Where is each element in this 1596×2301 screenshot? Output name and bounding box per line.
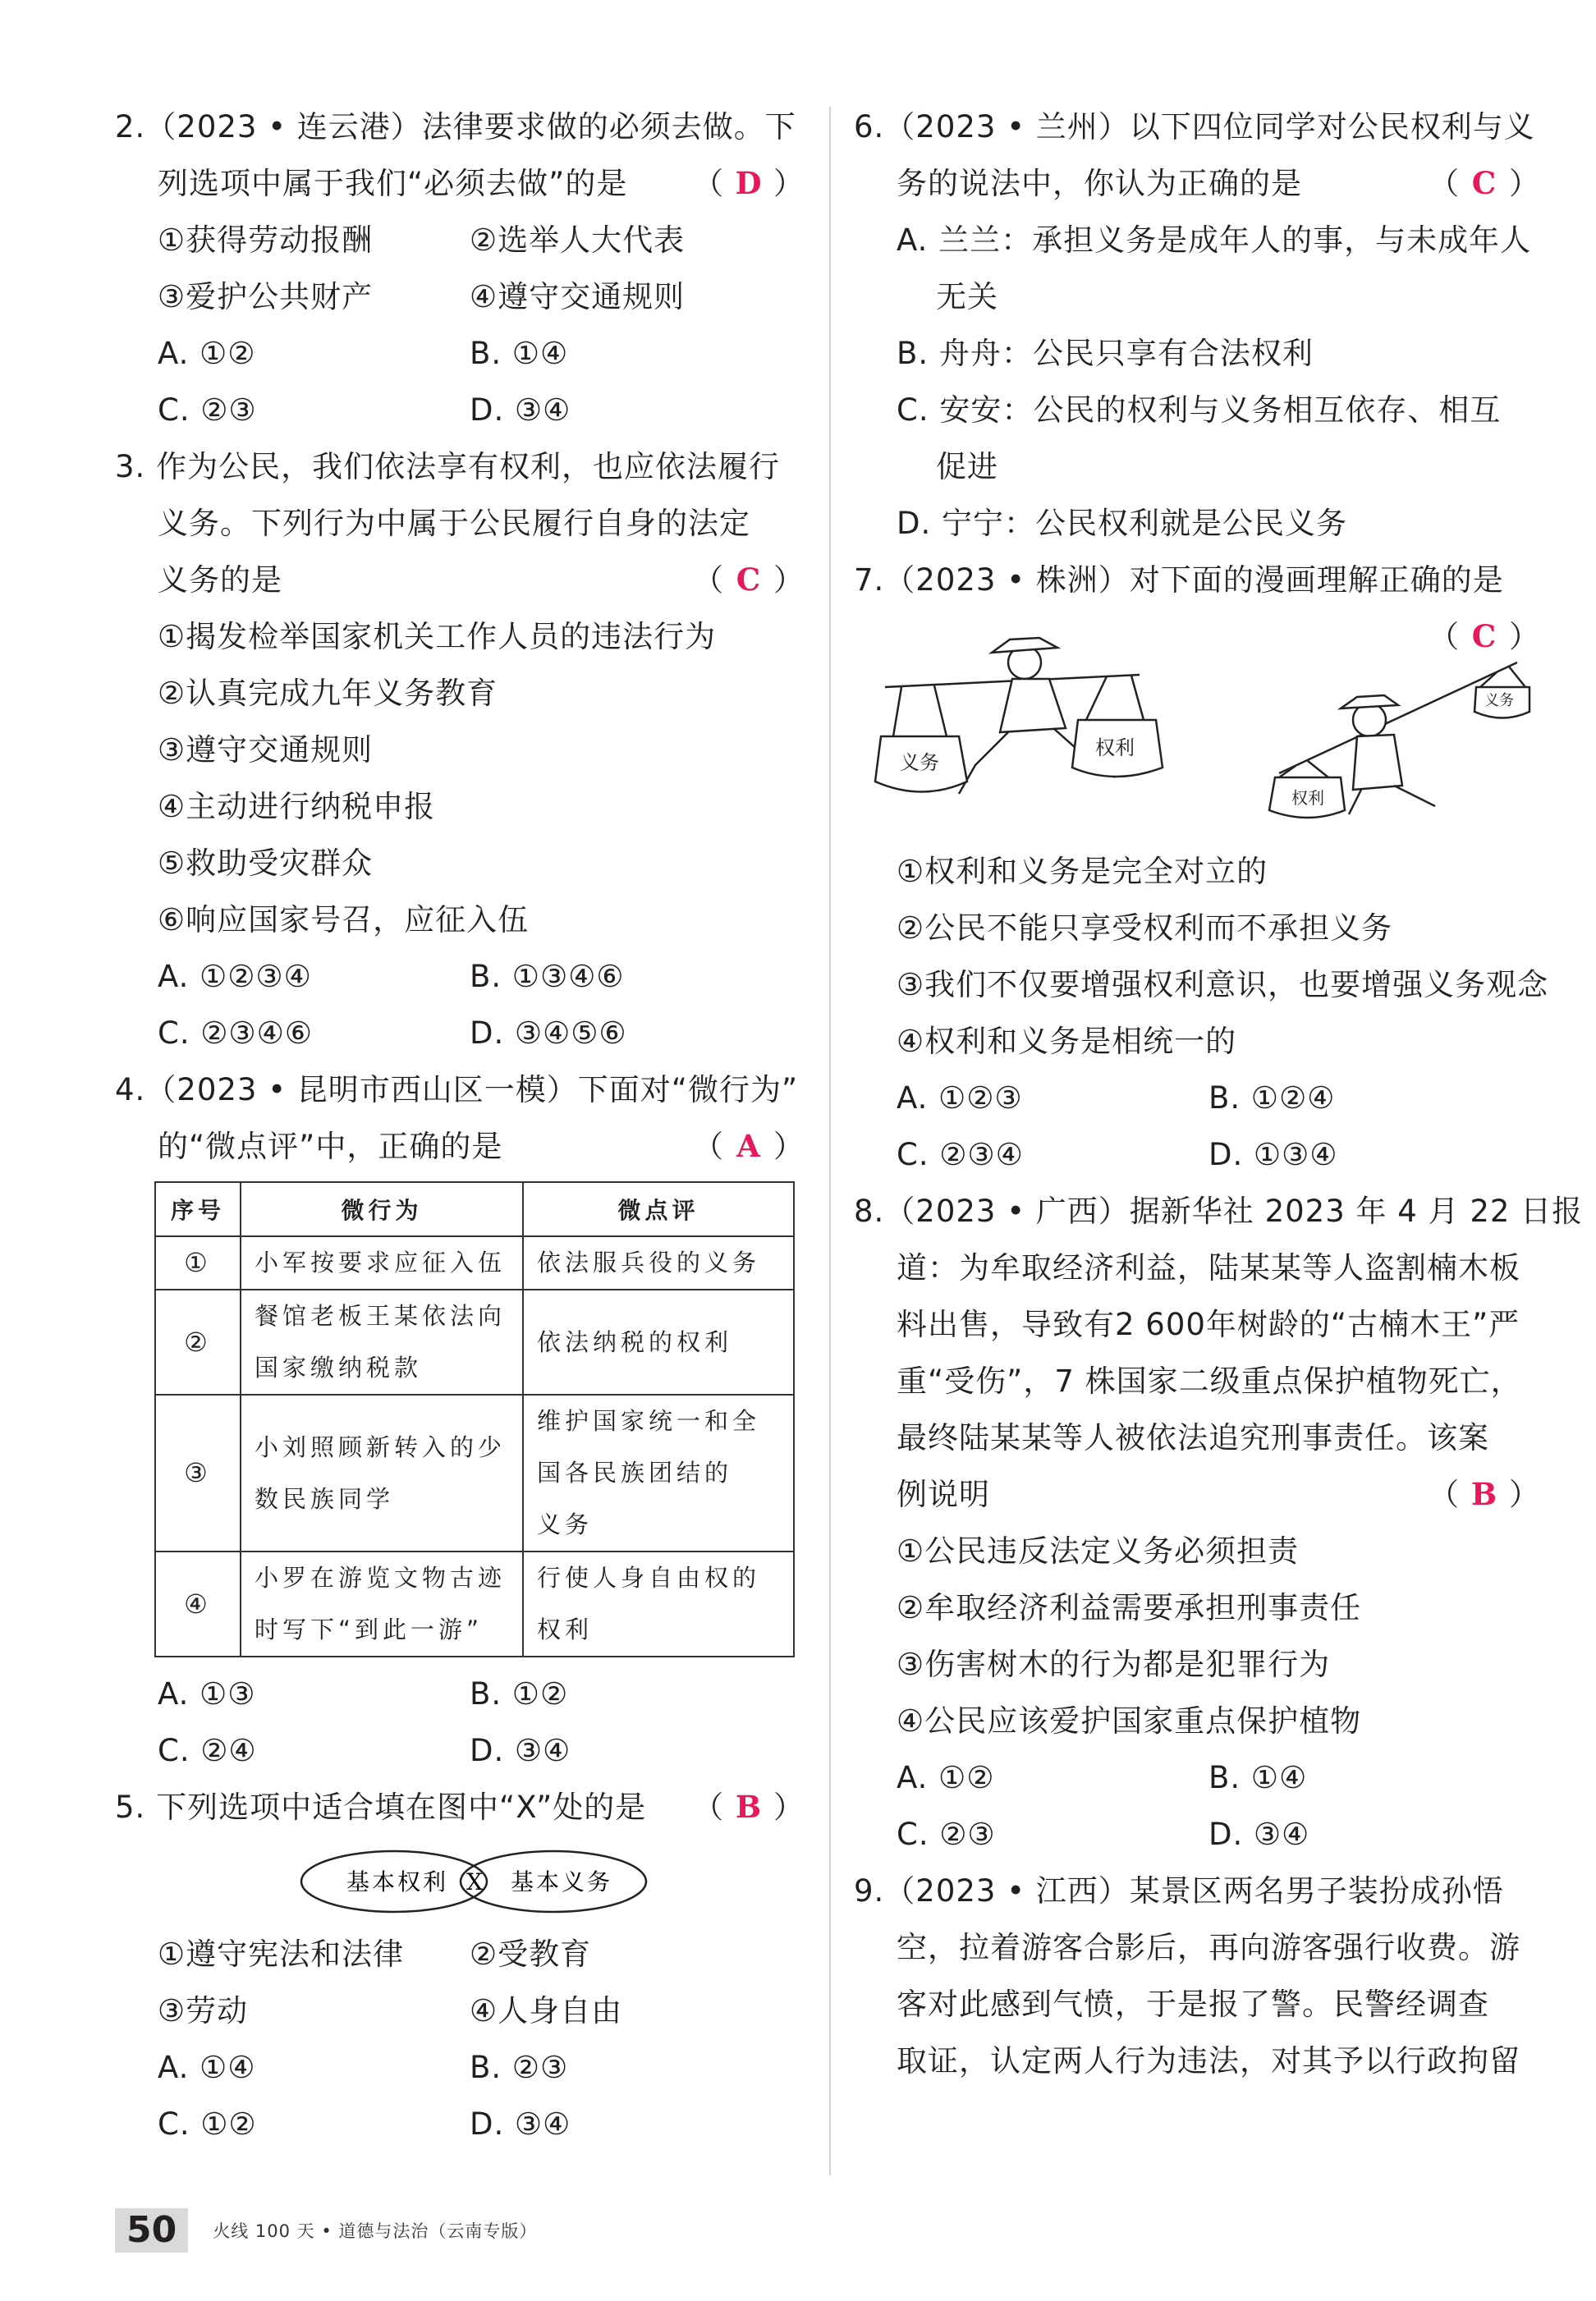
q7-choices xyxy=(854,1070,1540,1183)
q4-choice-a: A. ①③ xyxy=(158,1676,256,1712)
q8-item-3: ③伤害树木的行为都是犯罪行为 xyxy=(897,1647,1331,1682)
q7-choice-b: B. ①②④ xyxy=(1208,1080,1336,1116)
q2-items xyxy=(115,212,805,325)
left-column xyxy=(115,99,805,2152)
table-header-behavior: 微行为 xyxy=(241,1182,523,1236)
basket-label-right: 权利 xyxy=(1095,736,1135,759)
venn-center-label: X xyxy=(466,1868,483,1895)
row-number: ② xyxy=(155,1290,241,1395)
table-header-row xyxy=(155,1182,794,1236)
q5-choice-a: A. ①④ xyxy=(158,2050,256,2085)
q8-answer: B xyxy=(1470,1476,1498,1512)
q3-item-4: ④主动进行纳税申报 xyxy=(158,789,436,824)
q3-item-2: ②认真完成九年义务教育 xyxy=(158,676,498,711)
q8-stem-line-6: 例说明 （ B ） xyxy=(854,1466,1540,1523)
q3-stem-line-2: 义务。下列行为中属于公民履行自身的法定 xyxy=(158,506,750,541)
row-comment: 维护国家统一和全 国各民族团结的 义务 xyxy=(523,1395,794,1552)
q5-item-2: ②受教育 xyxy=(470,1937,592,1972)
q2-answer: D xyxy=(735,165,763,201)
q7-choice-a: A. ①②③ xyxy=(897,1080,1023,1116)
tilted-straw-hat xyxy=(1341,695,1398,708)
table-row xyxy=(155,1395,794,1552)
q7-stem-line-1: 7.（2023 • 株洲）对下面的漫画理解正确的是 xyxy=(854,562,1504,598)
q3-choice-a: A. ①②③④ xyxy=(158,959,312,994)
q8-choice-d: D. ③④ xyxy=(1208,1817,1310,1852)
column-divider xyxy=(829,107,831,2175)
q7-answer: C xyxy=(1471,618,1497,654)
q3-choices xyxy=(115,948,805,1061)
q9-stem-line-2: 空，拉着游客合影后，再向游客强行收费。游 xyxy=(897,1930,1520,1965)
q8-stem-line-3: 料出售，导致有2 600年树龄的“古楠木王”严 xyxy=(897,1307,1520,1342)
q5-choices xyxy=(115,2039,805,2152)
q6-option-a-line-1: A. 兰兰：承担义务是成年人的事，与未成年人 xyxy=(897,222,1532,258)
q8-choices xyxy=(854,1749,1540,1863)
row-behavior: 小罗在游览文物古迹 时写下“到此一游” xyxy=(241,1552,523,1657)
table-row xyxy=(155,1552,794,1657)
q6-option-c-line-2: 促进 xyxy=(936,449,998,484)
venn-left-label: 基本权利 xyxy=(346,1868,449,1895)
q5-answer: B xyxy=(735,1789,763,1825)
q5-choice-b: B. ②③ xyxy=(470,2050,569,2085)
q2-choices xyxy=(115,325,805,438)
page-number: 50 xyxy=(115,2208,188,2253)
q8-stem-line-2: 道：为牟取经济利益，陆某某等人盗割楠木板 xyxy=(897,1250,1520,1286)
q6-option-c-line-1: C. 安安：公民的权利与义务相互依存、相互 xyxy=(897,392,1502,428)
q7-choice-c: C. ②③④ xyxy=(897,1137,1024,1172)
carrier-body xyxy=(1000,679,1066,732)
q5-items xyxy=(115,1926,805,2039)
q5-item-1: ①遵守宪法和法律 xyxy=(158,1937,405,1972)
question-5 xyxy=(115,1779,805,2152)
q2-choice-d: D. ③④ xyxy=(470,392,571,428)
question-2 xyxy=(115,99,805,438)
q8-item-4: ④公民应该爱护国家重点保护植物 xyxy=(897,1703,1362,1739)
row-behavior: 小刘照顾新转入的少 数民族同学 xyxy=(241,1395,523,1552)
q2-choice-c: C. ②③ xyxy=(158,392,257,428)
row-number: ③ xyxy=(155,1395,241,1552)
q9-stem-line-3: 客对此感到气愤，于是报了警。民警经调查 xyxy=(897,1987,1489,2022)
q7-item-1: ①权利和义务是完全对立的 xyxy=(897,854,1268,889)
q8-item-2: ②牟取经济利益需要承担刑事责任 xyxy=(897,1590,1362,1625)
row-behavior: 小军按要求应征入伍 xyxy=(241,1236,523,1290)
q3-item-1: ①揭发检举国家机关工作人员的违法行为 xyxy=(158,619,717,654)
q8-stem-line-1: 8.（2023 • 广西）据新华社 2023 年 4 月 22 日报 xyxy=(854,1194,1584,1229)
q6-stem-line-2: 务的说法中，你认为正确的是 （ C ） xyxy=(854,155,1540,212)
q2-stem-line-2: 列选项中属于我们“必须去做”的是 （ D ） xyxy=(115,155,805,212)
question-3 xyxy=(115,438,805,1061)
q6-option-b: B. 舟舟：公民只享有合法权利 xyxy=(897,336,1314,371)
q8-stem-line-5: 最终陆某某等人被依法追究刑事责任。该案 xyxy=(897,1420,1489,1455)
q3-stem-line-1: 3. 作为公民，我们依法享有权利，也应依法履行 xyxy=(115,449,781,484)
q3-item-5: ⑤救助受灾群众 xyxy=(158,846,374,881)
q6-option-d: D. 宁宁：公民权利就是公民义务 xyxy=(897,506,1348,541)
row-comment: 依法服兵役的义务 xyxy=(523,1236,794,1290)
q7-choice-d: D. ①③④ xyxy=(1208,1137,1338,1172)
q6-stem-line-1: 6.（2023 • 兰州）以下四位同学对公民权利与义 xyxy=(854,109,1535,144)
q5-item-3: ③劳动 xyxy=(158,1993,249,2028)
q8-item-1: ①公民违反法定义务必须担责 xyxy=(897,1533,1300,1569)
q7-item-4: ④权利和义务是相统一的 xyxy=(897,1024,1237,1059)
table-header-comment: 微点评 xyxy=(523,1182,794,1236)
tilted-carrier-body xyxy=(1353,735,1402,790)
q2-item-3: ③爱护公共财产 xyxy=(158,279,374,314)
row-behavior: 餐馆老板王某依法向 国家缴纳税款 xyxy=(241,1290,523,1395)
table-row xyxy=(155,1236,794,1290)
q9-stem-line-4: 取证，认定两人行为违法，对其予以行政拘留 xyxy=(897,2043,1520,2079)
venn-diagram xyxy=(297,1847,650,1916)
q4-table xyxy=(154,1181,795,1657)
q3-answer: C xyxy=(736,561,762,598)
q3-stem-line-3: 义务的是 （ C ） xyxy=(115,552,805,608)
q4-choices xyxy=(115,1666,805,1779)
q6-option-a-line-2: 无关 xyxy=(936,279,998,314)
q2-choice-b: B. ①④ xyxy=(470,336,569,371)
q6-answer: C xyxy=(1471,165,1497,201)
footer-book-title: 火线 100 天 • 道德与法治（云南专版） xyxy=(213,2221,538,2241)
q5-stem-line-1: 5. 下列选项中适合填在图中“X”处的是 （ B ） xyxy=(115,1779,805,1836)
table-row xyxy=(155,1290,794,1395)
q5-item-4: ④人身自由 xyxy=(470,1993,623,2028)
q8-choice-a: A. ①② xyxy=(897,1760,995,1795)
q4-stem-line-1: 4.（2023 • 昆明市西山区一模）下面对“微行为” xyxy=(115,1072,799,1107)
q3-choice-d: D. ③④⑤⑥ xyxy=(470,1015,627,1051)
q2-choice-a: A. ①② xyxy=(158,336,256,371)
page-footer xyxy=(115,2208,537,2253)
q3-choice-c: C. ②③④⑥ xyxy=(158,1015,314,1051)
question-4 xyxy=(115,1061,805,1779)
q9-stem-line-1: 9.（2023 • 江西）某景区两名男子装扮成孙悟 xyxy=(854,1873,1504,1909)
question-9 xyxy=(854,1863,1540,2089)
q4-choice-d: D. ③④ xyxy=(470,1733,571,1768)
q8-stem-line-4: 重“受伤”，7 株国家二级重点保护植物死亡， xyxy=(897,1364,1522,1399)
row-comment: 依法纳税的权利 xyxy=(523,1290,794,1395)
question-6 xyxy=(854,99,1540,552)
q2-item-4: ④遵守交通规则 xyxy=(470,279,686,314)
basket-label-duty: 义务 xyxy=(900,751,939,774)
q4-choice-b: B. ①② xyxy=(470,1676,569,1712)
q7-item-3: ③我们不仅要增强权利意识，也要增强义务观念 xyxy=(897,967,1549,1002)
venn-right-label: 基本义务 xyxy=(511,1868,613,1895)
row-number: ④ xyxy=(155,1552,241,1657)
right-column xyxy=(854,99,1584,2089)
q5-choice-d: D. ③④ xyxy=(470,2106,571,2142)
q8-choice-b: B. ①④ xyxy=(1208,1760,1308,1795)
q3-item-3: ③遵守交通规则 xyxy=(158,732,374,768)
q2-item-2: ②选举人大代表 xyxy=(470,222,686,258)
q4-stem-line-2: 的“微点评”中，正确的是 （ A ） xyxy=(115,1118,805,1175)
q3-item-6: ⑥响应国家号召，应征入伍 xyxy=(158,902,530,937)
q2-item-1: ①获得劳动报酬 xyxy=(158,222,374,258)
q5-choice-c: C. ①② xyxy=(158,2106,257,2142)
q4-answer: A xyxy=(736,1128,761,1164)
q2-stem-line-1: 2.（2023 • 连云港）法律要求做的必须去做。下 xyxy=(115,109,796,144)
q7-item-2: ②公民不能只享受权利而不承担义务 xyxy=(897,910,1393,946)
table-header-number: 序号 xyxy=(155,1182,241,1236)
question-8 xyxy=(854,1183,1584,1863)
q3-choice-b: B. ①③④⑥ xyxy=(470,959,625,994)
straw-hat xyxy=(992,638,1057,653)
q8-choice-c: C. ②③ xyxy=(897,1817,996,1852)
row-number: ① xyxy=(155,1236,241,1290)
row-comment: 行使人身自由权的 权利 xyxy=(523,1552,794,1657)
q4-choice-c: C. ②④ xyxy=(158,1733,257,1768)
tilted-basket-label-high: 义务 xyxy=(1484,692,1514,709)
tilted-basket-label-low: 权利 xyxy=(1291,788,1324,808)
question-7: 7.（2023 • 株洲）对下面的漫画理解正确的是 （ C ） 义务 权利 权利 义务 ①权利和义务是完全对立的 ②公民不能只享受权利而不承担义务 ③我们不仅要增强权利意识，也要增强义务观念 ④权利和义务是相统一的 A. ①②③ B. ①②④ C. ②③④ D. ①③④ xyxy=(854,552,1540,1183)
